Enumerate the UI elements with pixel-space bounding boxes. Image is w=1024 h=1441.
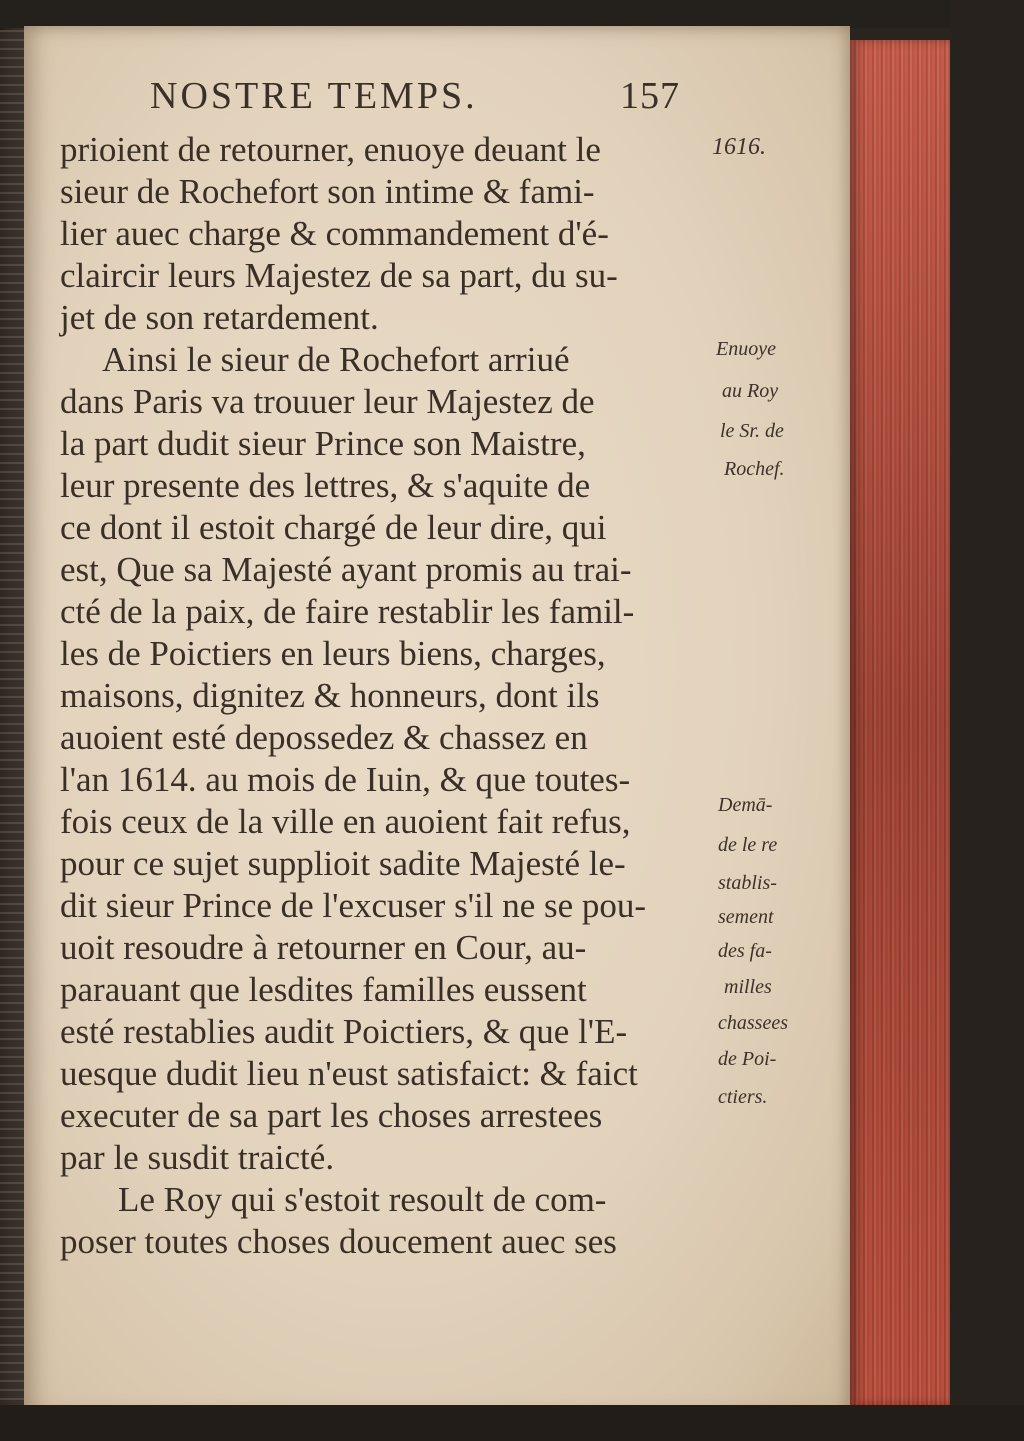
margin-note-line: stablis-: [718, 872, 777, 894]
text-line: Ainsi le sieur de Rochefort arriué: [102, 340, 570, 379]
text-line: cté de la paix, de faire restablir les famil-: [60, 592, 635, 631]
margin-note-line: Rochef.: [724, 458, 785, 480]
text-line: lier auec charge & commandement d'é-: [60, 214, 609, 253]
margin-note-line: de Poi-: [718, 1048, 777, 1070]
text-line: jet de son retardement.: [60, 298, 379, 337]
right-backdrop: [950, 0, 1024, 1441]
text-line: la part dudit sieur Prince son Maistre,: [60, 424, 586, 463]
margin-note-line: sement: [718, 906, 774, 928]
margin-year: 1616.: [712, 134, 766, 160]
text-line: par le susdit traicté.: [60, 1138, 335, 1177]
text-line: pour ce sujet supplioit sadite Majesté le-: [60, 844, 626, 883]
text-line: dit sieur Prince de l'excuser s'il ne se pou-: [60, 886, 647, 925]
text-line: Le Roy qui s'estoit resoult de com-: [118, 1180, 607, 1219]
text-line: executer de sa part les choses arrestees: [60, 1096, 603, 1135]
text-line: les de Poictiers en leurs biens, charges,: [60, 634, 606, 673]
text-line: leur presente des lettres, & s'aquite de: [60, 466, 591, 505]
margin-note-line: chassees: [718, 1012, 788, 1034]
text-line: ce dont il estoit chargé de leur dire, qui: [60, 508, 607, 547]
text-line: dans Paris va trouuer leur Majestez de: [60, 382, 595, 421]
running-header: [150, 74, 690, 124]
running-title: NOSTRE TEMPS.: [150, 75, 478, 117]
text-line: poser toutes choses doucement auec ses: [60, 1222, 617, 1261]
text-line: l'an 1614. au mois de Iuin, & que toutes-: [60, 760, 631, 799]
margin-note-line: Demā-: [718, 794, 773, 816]
margin-note-line: des fa-: [718, 940, 772, 962]
text-line: uesque dudit lieu n'eust satisfaict: & faict: [60, 1054, 638, 1093]
margin-note-line: milles: [724, 976, 772, 998]
text-line: uoit resoudre à retourner en Cour, au-: [60, 928, 587, 967]
top-shadow: [0, 0, 1024, 28]
margin-note-line: Enuoye: [716, 338, 776, 360]
text-line: esté restablies audit Poictiers, & que l'E-: [60, 1012, 628, 1051]
margin-note-line: de le re: [718, 834, 778, 856]
text-line: prioient de retourner, enuoye deuant le: [60, 130, 601, 169]
text-line: est, Que sa Majesté ayant promis au trai-: [60, 550, 632, 589]
text-line: claircir leurs Majestez de sa part, du su-: [60, 256, 618, 295]
margin-note-line: le Sr. de: [720, 420, 784, 442]
text-line: sieur de Rochefort son intime & fami-: [60, 172, 595, 211]
text-line: maisons, dignitez & honneurs, dont ils: [60, 676, 600, 715]
page-edge-shading: [850, 40, 950, 1405]
page-number: 157: [620, 75, 680, 117]
binding-page-edges: [0, 30, 26, 1410]
text-line: auoient esté depossedez & chassez en: [60, 718, 588, 757]
margin-note-line: ctiers.: [718, 1086, 768, 1108]
margin-note-line: au Roy: [722, 380, 779, 402]
bottom-shadow: [0, 1405, 1024, 1441]
text-line: parauant que lesdites familles eussent: [60, 970, 587, 1009]
text-line: fois ceux de la ville en auoient fait refus,: [60, 802, 631, 841]
